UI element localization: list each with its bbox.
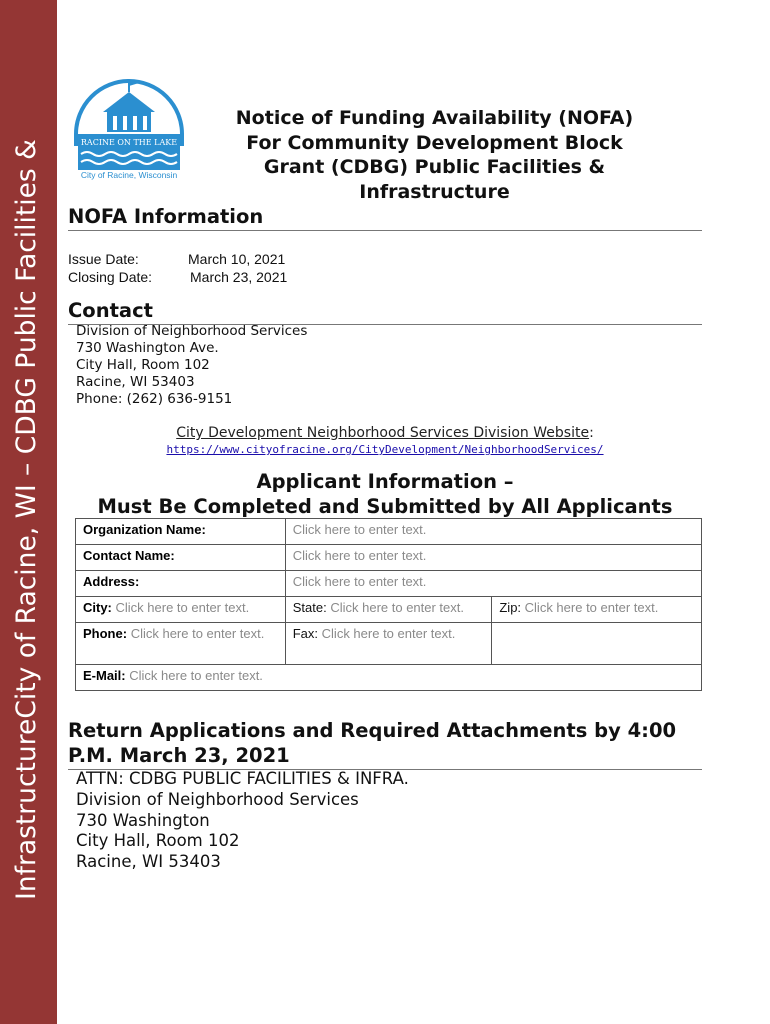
title-line-3: Grant (CDBG) Public Facilities & xyxy=(263,156,606,178)
contact-line: City Hall, Room 102 xyxy=(76,357,210,373)
contact-line: Racine, WI 53403 xyxy=(76,374,195,390)
state-input[interactable] xyxy=(285,597,492,623)
city-input[interactable] xyxy=(76,597,286,623)
contact-name-placeholder: Click here to enter text. xyxy=(292,548,427,563)
applicant-heading xyxy=(68,470,702,519)
city-logo xyxy=(73,72,185,182)
state-placeholder: Click here to enter text. xyxy=(330,600,464,615)
contact-name-label: Contact Name: xyxy=(83,548,175,563)
contact-line: 730 Washington Ave. xyxy=(76,340,219,356)
city-label: City: xyxy=(83,600,112,615)
website-label xyxy=(68,425,702,441)
title-line-1: Notice of Funding Availability (NOFA) xyxy=(235,107,634,129)
issue-date-label: Issue Date: xyxy=(68,251,139,267)
building-icon xyxy=(103,92,155,112)
email-input[interactable] xyxy=(76,665,702,691)
title-line-4: Infrastructure xyxy=(359,180,510,203)
org-name-label-cell xyxy=(76,519,286,545)
table-row xyxy=(76,545,702,571)
applicant-form xyxy=(75,518,702,691)
issue-date-row xyxy=(68,251,285,267)
address-placeholder: Click here to enter text. xyxy=(292,574,427,589)
closing-date-label: Closing Date: xyxy=(68,269,153,285)
return-line: Racine, WI 53403 xyxy=(76,852,221,872)
email-label: E-Mail: xyxy=(83,668,126,683)
closing-date-row xyxy=(68,269,287,285)
org-name-input[interactable] xyxy=(285,519,701,545)
applicant-heading-line-2: Must Be Completed and Submitted by All Applicants xyxy=(97,494,673,518)
issue-date-value: March 10, 2021 xyxy=(188,251,286,267)
applicant-heading-line-1: Applicant Information – xyxy=(256,470,514,493)
address-label: Address: xyxy=(83,574,140,589)
zip-placeholder: Click here to enter text. xyxy=(524,600,659,615)
empty-cell xyxy=(492,623,702,665)
contact-name-label-cell xyxy=(76,545,286,571)
table-row xyxy=(76,665,702,691)
page-title xyxy=(212,106,657,203)
fax-placeholder: Click here to enter text. xyxy=(321,626,456,641)
contact-line: Division of Neighborhood Services xyxy=(76,323,308,339)
contact-phone: Phone: (262) 636-9151 xyxy=(76,391,233,407)
table-row xyxy=(76,597,702,623)
org-name-placeholder: Click here to enter text. xyxy=(292,522,427,537)
org-name-label: Organization Name: xyxy=(83,522,206,537)
city-placeholder: Click here to enter text. xyxy=(115,600,250,615)
contact-name-input[interactable] xyxy=(285,545,701,571)
website-label-link[interactable]: City Development Neighborhood Services Division Website xyxy=(176,425,590,441)
email-placeholder: Click here to enter text. xyxy=(129,668,263,683)
return-line: Division of Neighborhood Services xyxy=(76,789,359,809)
website-url-link[interactable]: https://www.cityofracine.org/CityDevelopment/NeighborhoodServices/ xyxy=(166,443,604,456)
fax-label: Fax: xyxy=(292,626,319,641)
phone-label: Phone: xyxy=(83,626,128,641)
address-label-cell xyxy=(76,571,286,597)
contact-heading: Contact xyxy=(68,299,702,325)
nofa-heading: NOFA Information xyxy=(68,205,702,231)
fax-input[interactable] xyxy=(285,623,492,665)
return-line: City Hall, Room 102 xyxy=(76,831,240,851)
return-address xyxy=(76,769,409,873)
address-input[interactable] xyxy=(285,571,701,597)
table-row xyxy=(76,571,702,597)
return-heading: Return Applications and Required Attachments by 4:00 P.M. March 23, 2021 xyxy=(68,719,702,770)
phone-placeholder: Click here to enter text. xyxy=(130,626,265,641)
return-line: 730 Washington xyxy=(76,810,210,830)
logo-caption: City of Racine, Wisconsin xyxy=(80,170,178,180)
website-label-colon: : xyxy=(589,425,594,441)
table-row xyxy=(76,519,702,545)
sidebar-title: InfrastructureCity of Racine, WI – CDBG Public Facilities & xyxy=(11,139,42,900)
title-line-2: For Community Development Block xyxy=(246,131,623,154)
return-line: ATTN: CDBG PUBLIC FACILITIES & INFRA. xyxy=(76,769,409,788)
zip-label: Zip: xyxy=(499,600,522,615)
closing-date-value: March 23, 2021 xyxy=(190,269,288,285)
zip-input[interactable] xyxy=(492,597,702,623)
logo-banner: RACINE ON THE LAKE xyxy=(80,138,178,147)
state-label: State: xyxy=(292,600,327,615)
sidebar xyxy=(0,0,57,1024)
table-row xyxy=(76,623,702,665)
contact-address xyxy=(76,323,307,408)
phone-input[interactable] xyxy=(76,623,286,665)
